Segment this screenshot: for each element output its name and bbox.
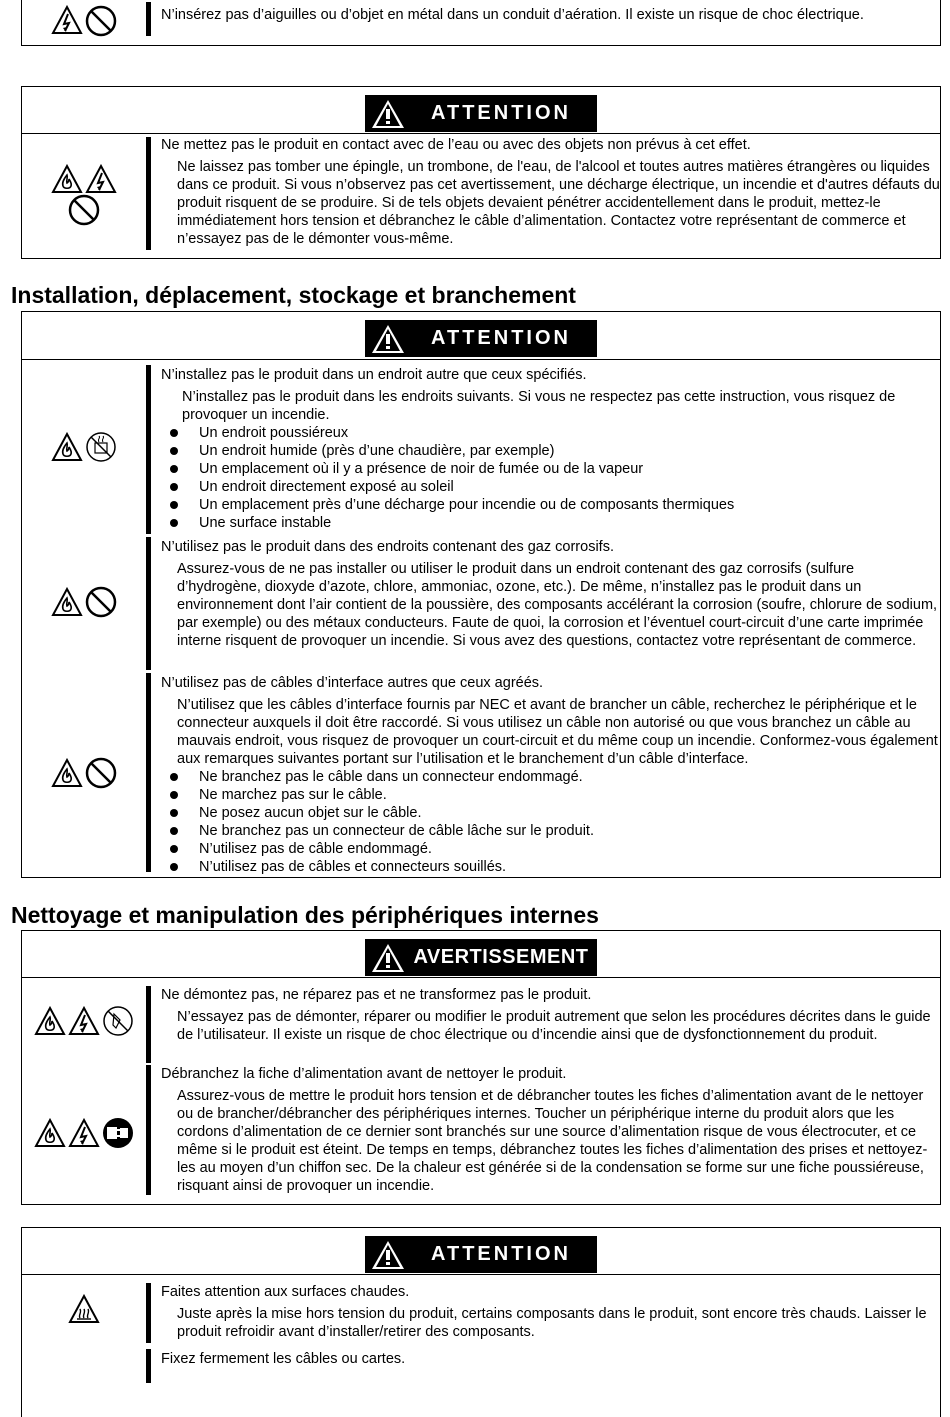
fire-hazard-icon	[51, 587, 83, 617]
warning-row	[22, 1063, 940, 1203]
warning-title: Faites attention aux surfaces chaudes.	[161, 1284, 410, 1300]
fire-hazard-icon	[34, 1118, 66, 1148]
attention-badge	[365, 320, 597, 357]
list-item: Une surface instable	[161, 514, 940, 532]
badge-label: ATTENTION	[431, 102, 571, 124]
warning-text	[151, 534, 940, 670]
icon-group	[22, 1343, 146, 1383]
list-item: Un emplacement où il y a présence de noir de fumée ou de la vapeur	[161, 460, 940, 478]
warning-row	[22, 670, 940, 876]
list-item: Un endroit humide (près d’une chaudière, par exemple)	[161, 442, 940, 460]
attention-box-1	[21, 86, 941, 259]
bullet-list	[161, 768, 940, 876]
warning-title: N’installez pas le produit dans un endroit autre que ceux spécifiés.	[161, 367, 587, 383]
icon-group	[22, 978, 146, 1063]
warning-title: Ne démontez pas, ne réparez pas et ne transformez pas le produit.	[161, 987, 592, 1003]
warning-row	[22, 360, 940, 534]
warning-text	[151, 360, 940, 534]
icon-group	[22, 670, 146, 876]
fire-hazard-icon	[51, 432, 83, 462]
icon-group	[22, 134, 146, 256]
icon-group	[22, 0, 146, 44]
unplug-icon	[102, 1117, 134, 1149]
warning-body: N’essayez pas de démonter, réparer ou modifier le produit autrement que selon les procédures décrites dans le guide de l’utilisateur. Il existe un risque de choc électrique ou d’incendie ainsi que de dysfonctionnement du produit.	[177, 1009, 931, 1043]
warning-row	[22, 1343, 940, 1383]
list-item: N’utilisez pas de câbles et connecteurs souillés.	[161, 858, 940, 876]
box-header	[22, 87, 940, 134]
warning-icon	[371, 323, 405, 355]
box-header	[22, 1228, 940, 1275]
warning-text	[151, 134, 940, 256]
icon-group	[22, 534, 146, 670]
warning-icon	[371, 942, 405, 974]
warning-row	[22, 534, 940, 670]
warning-title: N’utilisez pas le produit dans des endroits contenant des gaz corrosifs.	[161, 539, 614, 555]
attention-box-2	[21, 311, 941, 878]
electric-shock-icon	[85, 164, 117, 194]
badge-label: ATTENTION	[431, 327, 571, 349]
hot-surface-icon	[68, 1294, 100, 1324]
box-header	[22, 312, 940, 360]
icon-group	[22, 360, 146, 534]
warning-text: N’insérez pas d’aiguilles ou d’objet en métal dans un conduit d’aération. Il existe un risque de choc électrique.	[161, 7, 864, 23]
warning-box-3	[21, 930, 941, 1205]
prohibited-icon	[85, 5, 117, 37]
electric-shock-icon	[68, 1006, 100, 1036]
warning-icon	[371, 1239, 405, 1271]
warning-row	[22, 1275, 940, 1343]
fire-hazard-icon	[51, 758, 83, 788]
section-title: Installation, déplacement, stockage et branchement	[11, 282, 576, 308]
icon-group	[22, 1275, 146, 1343]
warning-title: Fixez fermement les câbles ou cartes.	[161, 1351, 406, 1367]
attention-badge	[365, 95, 597, 132]
bullet-list	[161, 424, 940, 532]
electric-shock-icon	[51, 5, 83, 37]
list-item: Un emplacement près d’une décharge pour incendie ou de composants thermiques	[161, 496, 940, 514]
list-item: N’utilisez pas de câble endommagé.	[161, 840, 940, 858]
warning-body: N’installez pas le produit dans les endroits suivants. Si vous ne respectez pas cette instruction, vous risquez de provoquer un incendie.	[182, 389, 896, 423]
list-item: Ne branchez pas le câble dans un connecteur endommagé.	[161, 768, 940, 786]
icon-group	[22, 1063, 146, 1203]
warning-icon	[371, 98, 405, 130]
warning-body: Assurez-vous de ne pas installer ou utiliser le produit dans un endroit contenant des gaz corrosifs (sulfure d’hydrogène, dioxyde d’azote, chlore, ammoniac, ozone, etc.). De même, n’installez pas le produit dans un environnement dont l’air contient de la poussière, des composants accélérant la corrosion (soufre, chlorure de sodium, par exemple) ou des métaux conducteurs. Faute de quoi, la corrosion et l’éventuel court-circuit d’une carte imprimée interne risquent de provoquer un incendie. Si vous avez des questions, contactez votre représentant de commerce.	[177, 561, 938, 649]
warning-body: Juste après la mise hors tension du produit, certains composants dans le produit, sont encore très chauds. Laisser le produit refroidir avant d’installer/retirer des composants.	[177, 1306, 927, 1340]
warning-text	[151, 1063, 940, 1203]
prohibited-icon	[68, 194, 100, 226]
warning-text	[151, 1275, 940, 1343]
electric-shock-icon	[68, 1118, 100, 1148]
top-warning-box	[21, 0, 941, 46]
list-item: Un endroit poussiéreux	[161, 424, 940, 442]
attention-box-4	[21, 1227, 941, 1417]
list-item: Ne marchez pas sur le câble.	[161, 786, 940, 804]
box-header	[22, 931, 940, 978]
warning-row	[22, 978, 940, 1063]
warning-text	[151, 1343, 940, 1383]
warning-title: Débranchez la fiche d’alimentation avant de nettoyer le produit.	[161, 1066, 567, 1082]
badge-label: AVERTISSEMENT	[413, 946, 589, 968]
list-item: Un endroit directement exposé au soleil	[161, 478, 940, 496]
prohibited-icon	[85, 757, 117, 789]
section-title: Nettoyage et manipulation des périphériques internes	[11, 902, 599, 928]
warning-text	[151, 978, 940, 1063]
warning-body: N’utilisez que les câbles d’interface fournis par NEC et avant de brancher un câble, recherchez le périphérique et le connecteur auxquels il doit être raccordé. Si vous utilisez un câble non autorisé ou que vous branchez un câble au mauvais endroit, vous risquez de provoquer un court-circuit et du même coup un incendie. Conformez-vous également aux remarques suivantes portant sur l’utilisation et le branchement d’un câble d’interface.	[177, 697, 938, 767]
fire-hazard-icon	[51, 164, 83, 194]
warning-text	[151, 670, 940, 876]
warning-badge	[365, 939, 597, 976]
no-disassembly-icon	[102, 1005, 134, 1037]
no-open-flame-icon	[85, 431, 117, 463]
warning-body: Ne laissez pas tomber une épingle, un trombone, de l'eau, de l'alcool et toutes autres matières étrangères ou liquides dans ce produit. Si vous n’observez pas cet avertissement, une décharge électrique, un incendie et d'autres défauts du produit risquent de se produire. Si de tels objets devaient pénétrer accidentellement dans le produit, mettez-le immédiatement hors tension et débranchez le câble d’alimentation. Contactez votre représentant de commerce et n’essayez pas de le démonter vous-même.	[177, 159, 940, 247]
warning-body: Assurez-vous de mettre le produit hors tension et de débrancher toutes les fiches d’alimentation avant de le nettoyer ou de brancher/débrancher des périphériques internes. Toucher un périphérique interne du produit alors que les cordons d’alimentation de ce dernier sont branchés sur une source d’alimentation risque de vous électrocuter, et ce même si le produit est éteint. De temps en temps, débranchez toutes les fiches d’alimentation des prises et nettoyez-les au moyen d’un chiffon sec. De la chaleur est générée si de la condensation se forme sur une fiche poussiéreuse, risquant ainsi de provoquer un incendie.	[177, 1088, 928, 1194]
warning-title: N’utilisez pas de câbles d’interface autres que ceux agréés.	[161, 675, 544, 691]
prohibited-icon	[85, 586, 117, 618]
attention-badge	[365, 1236, 597, 1273]
warning-title: Ne mettez pas le produit en contact avec de l’eau ou avec des objets non prévus à cet effet.	[161, 137, 751, 153]
list-item: Ne branchez pas un connecteur de câble lâche sur le produit.	[161, 822, 940, 840]
badge-label: ATTENTION	[431, 1243, 571, 1265]
list-item: Ne posez aucun objet sur le câble.	[161, 804, 940, 822]
fire-hazard-icon	[34, 1006, 66, 1036]
